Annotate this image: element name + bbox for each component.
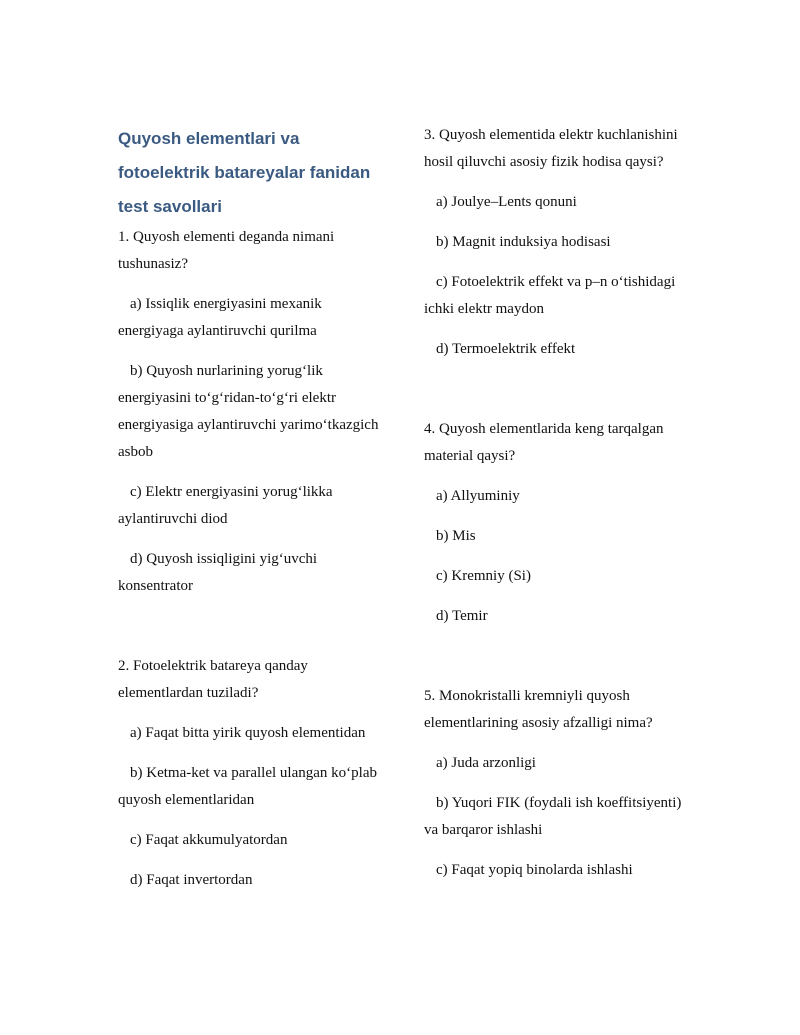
answer-option: c) Faqat yopiq binolarda ishlashi — [436, 862, 633, 878]
question-block-5 — [424, 683, 694, 884]
question-block-3 — [424, 122, 694, 363]
spacer — [424, 376, 694, 416]
question-block-2 — [118, 653, 388, 894]
question-block-1 — [118, 224, 388, 600]
answer-option: d) Faqat invertordan — [130, 872, 253, 888]
answer-option: a) Faqat bitta yirik quyosh elementidan — [130, 725, 366, 741]
question-text: 2. Fotoelektrik batareya qanday elementlardan tuziladi? — [118, 658, 308, 701]
answer-option: b) Quyosh nurlarining yorug‘lik energiyasini to‘g‘ridan-to‘g‘ri elektr energiyasiga aylantiruvchi yarimo‘tkazgich asbob — [118, 363, 379, 460]
answer-option: a) Joulye–Lents qonuni — [436, 194, 577, 210]
answer-option: a) Juda arzonligi — [436, 755, 536, 771]
answer-option: b) Mis — [436, 528, 476, 544]
document-title: Quyosh elementlari va fotoelektrik batareyalar fanidan test savollari — [118, 129, 371, 216]
answer-option: d) Termoelektrik effekt — [436, 341, 576, 357]
question-text: 3. Quyosh elementida elektr kuchlanishini hosil qiluvchi asosiy fizik hodisa qaysi? — [424, 127, 678, 170]
question-block-4 — [424, 416, 694, 630]
spacer — [118, 613, 388, 653]
question-text: 1. Quyosh elementi deganda nimani tushunasiz? — [118, 229, 335, 272]
answer-option: b) Yuqori FIK (foydali ish koeffitsiyenti) va barqaror ishlashi — [424, 795, 682, 838]
answer-option: c) Faqat akkumulyatordan — [130, 832, 288, 848]
left-column — [118, 122, 388, 907]
answer-option: c) Fotoelektrik effekt va p–n o‘tishidagi ichki elektr maydon — [424, 274, 676, 317]
question-text: 5. Monokristalli kremniyli quyosh elementlarining asosiy afzalligi nima? — [424, 688, 653, 731]
answer-option: a) Issiqlik energiyasini mexanik energiyaga aylantiruvchi qurilma — [118, 296, 322, 339]
answer-option: d) Quyosh issiqligini yig‘uvchi konsentrator — [118, 551, 318, 594]
spacer — [424, 643, 694, 683]
answer-option: a) Allyuminiy — [436, 488, 520, 504]
question-text: 4. Quyosh elementlarida keng tarqalgan material qaysi? — [424, 421, 664, 464]
answer-option: b) Ketma-ket va parallel ulangan ko‘plab quyosh elementlaridan — [118, 765, 377, 808]
answer-option: b) Magnit induksiya hodisasi — [436, 234, 611, 250]
answer-option: c) Elektr energiyasini yorug‘likka aylantiruvchi diod — [118, 484, 333, 527]
answer-option: d) Temir — [436, 608, 488, 624]
right-column — [424, 122, 694, 897]
answer-option: c) Kremniy (Si) — [436, 568, 531, 584]
